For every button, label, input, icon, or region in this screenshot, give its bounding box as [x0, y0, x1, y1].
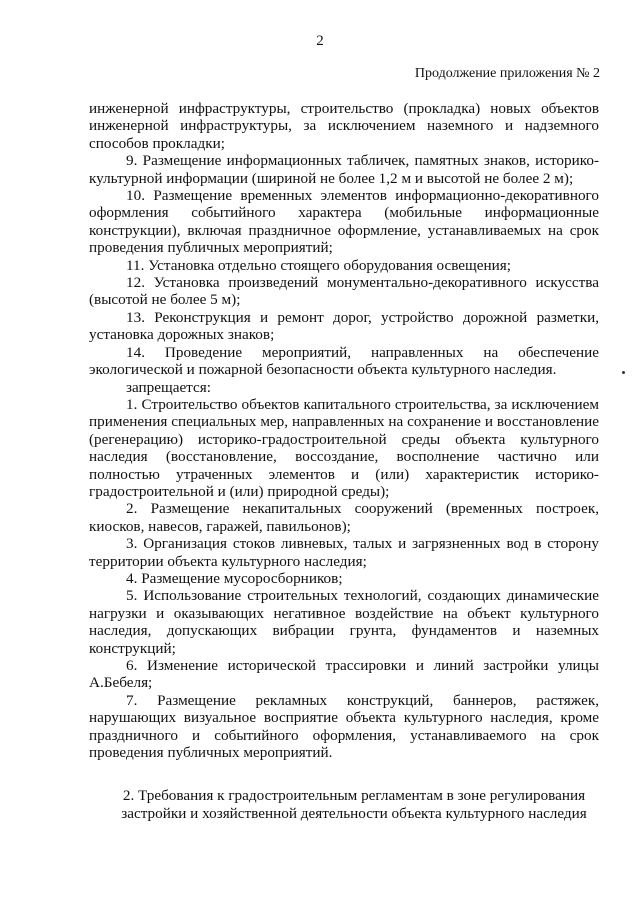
document-body	[89, 100, 599, 822]
prohibited-item-1: 1. Строительство объектов капитального строительства, за исключением применения специальных мер, направленных на сохранение и восстановление (регенерацию) историко-градостроительной среды объекта культурного наследия (восстановление, воссоздание, восполнение частично или полностью утраченных элементов и (или) характеристик историко-градостроительной и (или) природной среды);	[89, 395, 599, 500]
paragraph-continuation: инженерной инфраструктуры, строительство (прокладка) новых объектов инженерной инфраструктуры, за исключением наземного и надземного способов прокладки;	[89, 100, 599, 152]
prohibited-item-5: 5. Использование строительных технологий, создающих динамические нагрузки и оказывающих негативное воздействие на объект культурного наследия, допускающих вибрации грунта, фундаментов и наземных конструкций;	[89, 587, 599, 657]
prohibited-item-6: 6. Изменение исторической трассировки и линий застройки улицы А.Бебеля;	[89, 657, 599, 692]
prohibited-item-7: 7. Размещение рекламных конструкций, баннеров, растяжек, нарушающих визуальное восприятие объекта культурного наследия, кроме праздничного и событийного оформления, устанавливаемого на срок проведения публичных мероприятий.	[89, 691, 599, 762]
list-item-10: 10. Размещение временных элементов информационно-декоративного оформления событийного характера (мобильные информационные конструкции), включая праздничное оформление, устанавливаемых на срок проведения публичных мероприятий;	[89, 187, 599, 257]
prohibited-item-4: 4. Размещение мусоросборников;	[126, 569, 343, 587]
prohibited-item-3: 3. Организация стоков ливневых, талых и загрязненных вод в сторону территории объекта культурного наследия;	[89, 535, 599, 570]
prohibited-heading: запрещается:	[126, 378, 211, 396]
scan-mark	[622, 371, 625, 374]
list-item-11: 11. Установка отдельно стоящего оборудования освещения;	[126, 256, 511, 274]
list-item-14: 14. Проведение мероприятий, направленных на обеспечение экологической и пожарной безопасности объекта культурного наследия.	[89, 343, 599, 379]
list-item-12: 12. Установка произведений монументально-декоративного искусства (высотой не более 5 м);	[89, 274, 599, 309]
list-item-13: 13. Реконструкция и ремонт дорог, устройство дорожной разметки, установка дорожных знаков;	[89, 308, 599, 344]
prohibited-item-2: 2. Размещение некапитальных сооружений (временных построек, киосков, навесов, гаражей, павильонов);	[89, 500, 599, 535]
list-item-9: 9. Размещение информационных табличек, памятных знаков, историко-культурной информации (шириной не более 1,2 м и высотой не более 2 м);	[89, 152, 599, 187]
appendix-continuation-note: Продолжение приложения № 2	[414, 66, 600, 81]
page-number: 2	[316, 33, 324, 49]
section-heading: 2. Требования к градостроительным регламентам в зоне регулирования застройки и хозяйственной деятельности объекта культурного наследия	[121, 787, 587, 822]
